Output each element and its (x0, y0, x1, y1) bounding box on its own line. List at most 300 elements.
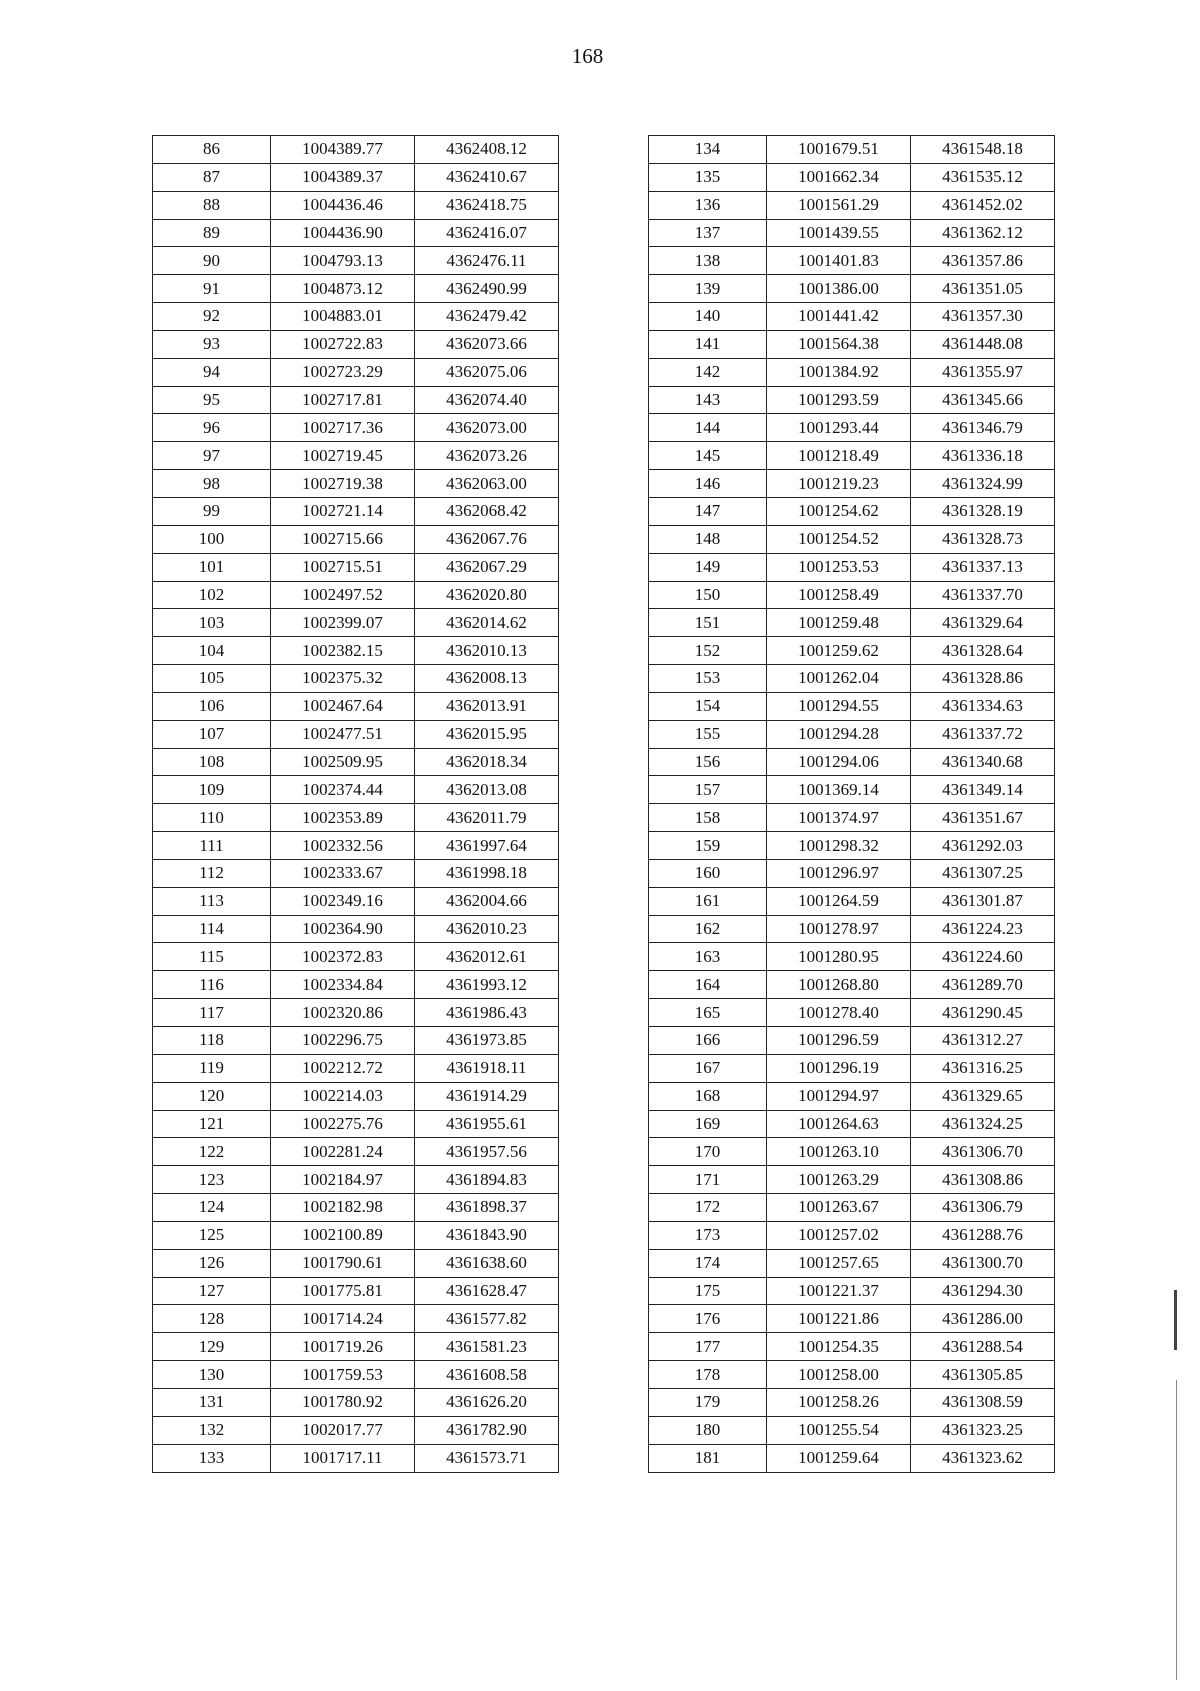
y-coordinate-cell: 4362018.34 (415, 748, 559, 776)
point-number-cell: 151 (649, 609, 767, 637)
y-coordinate-cell: 4362408.12 (415, 136, 559, 164)
table-row (649, 386, 1055, 414)
point-number-cell: 143 (649, 386, 767, 414)
table-row (649, 414, 1055, 442)
table-row (153, 1277, 559, 1305)
y-coordinate-cell: 4361323.25 (911, 1416, 1055, 1444)
y-coordinate-cell: 4361224.23 (911, 915, 1055, 943)
y-coordinate-cell: 4361448.08 (911, 330, 1055, 358)
point-number-cell: 158 (649, 804, 767, 832)
x-coordinate-cell: 1001296.97 (767, 859, 911, 887)
table-row (649, 191, 1055, 219)
y-coordinate-cell: 4362063.00 (415, 470, 559, 498)
point-number-cell: 139 (649, 275, 767, 303)
table-row (153, 832, 559, 860)
table-row (153, 414, 559, 442)
point-number-cell: 181 (649, 1444, 767, 1472)
y-coordinate-cell: 4361535.12 (911, 163, 1055, 191)
table-row (153, 553, 559, 581)
x-coordinate-cell: 1001264.63 (767, 1110, 911, 1138)
table-row (153, 275, 559, 303)
x-coordinate-cell: 1002375.32 (271, 665, 415, 693)
point-number-cell: 167 (649, 1054, 767, 1082)
table-row (649, 832, 1055, 860)
y-coordinate-cell: 4361290.45 (911, 999, 1055, 1027)
x-coordinate-cell: 1001221.37 (767, 1277, 911, 1305)
point-number-cell: 145 (649, 442, 767, 470)
point-number-cell: 177 (649, 1333, 767, 1361)
x-coordinate-cell: 1001662.34 (767, 163, 911, 191)
point-number-cell: 119 (153, 1054, 271, 1082)
point-number-cell: 111 (153, 832, 271, 860)
y-coordinate-cell: 4361329.64 (911, 609, 1055, 637)
point-number-cell: 103 (153, 609, 271, 637)
x-coordinate-cell: 1001253.53 (767, 553, 911, 581)
y-coordinate-cell: 4361577.82 (415, 1305, 559, 1333)
point-number-cell: 162 (649, 915, 767, 943)
x-coordinate-cell: 1002399.07 (271, 609, 415, 637)
y-coordinate-cell: 4361993.12 (415, 971, 559, 999)
point-number-cell: 130 (153, 1361, 271, 1389)
point-number-cell: 128 (153, 1305, 271, 1333)
table-row (153, 1416, 559, 1444)
point-number-cell: 114 (153, 915, 271, 943)
table-row (649, 1388, 1055, 1416)
x-coordinate-cell: 1001262.04 (767, 665, 911, 693)
table-row (649, 1444, 1055, 1472)
y-coordinate-cell: 4361334.63 (911, 692, 1055, 720)
table-row (153, 1361, 559, 1389)
table-row (649, 748, 1055, 776)
table-row (649, 1027, 1055, 1055)
x-coordinate-cell: 1001293.44 (767, 414, 911, 442)
table-row (649, 1194, 1055, 1222)
x-coordinate-cell: 1002374.44 (271, 776, 415, 804)
y-coordinate-cell: 4361324.25 (911, 1110, 1055, 1138)
point-number-cell: 141 (649, 330, 767, 358)
x-coordinate-cell: 1001293.59 (767, 386, 911, 414)
point-number-cell: 170 (649, 1138, 767, 1166)
point-number-cell: 120 (153, 1082, 271, 1110)
y-coordinate-cell: 4361357.30 (911, 303, 1055, 331)
x-coordinate-cell: 1001263.67 (767, 1194, 911, 1222)
x-coordinate-cell: 1001780.92 (271, 1388, 415, 1416)
table-row (649, 1333, 1055, 1361)
table-row (649, 581, 1055, 609)
point-number-cell: 94 (153, 358, 271, 386)
y-coordinate-cell: 4362010.23 (415, 915, 559, 943)
x-coordinate-cell: 1002477.51 (271, 720, 415, 748)
y-coordinate-cell: 4361292.03 (911, 832, 1055, 860)
x-coordinate-cell: 1001294.97 (767, 1082, 911, 1110)
table-row (153, 1305, 559, 1333)
x-coordinate-cell: 1001254.52 (767, 525, 911, 553)
x-coordinate-cell: 1001258.00 (767, 1361, 911, 1389)
table-row (649, 692, 1055, 720)
x-coordinate-cell: 1001775.81 (271, 1277, 415, 1305)
x-coordinate-cell: 1002723.29 (271, 358, 415, 386)
point-number-cell: 127 (153, 1277, 271, 1305)
table-row (649, 330, 1055, 358)
point-number-cell: 125 (153, 1221, 271, 1249)
x-coordinate-cell: 1001254.62 (767, 497, 911, 525)
y-coordinate-cell: 4361323.62 (911, 1444, 1055, 1472)
table-row (153, 1054, 559, 1082)
x-coordinate-cell: 1002382.15 (271, 637, 415, 665)
table-row (153, 1166, 559, 1194)
x-coordinate-cell: 1004873.12 (271, 275, 415, 303)
y-coordinate-cell: 4361306.70 (911, 1138, 1055, 1166)
y-coordinate-cell: 4361340.68 (911, 748, 1055, 776)
point-number-cell: 108 (153, 748, 271, 776)
table-row (153, 1082, 559, 1110)
y-coordinate-cell: 4361224.60 (911, 943, 1055, 971)
point-number-cell: 113 (153, 887, 271, 915)
point-number-cell: 161 (649, 887, 767, 915)
point-number-cell: 126 (153, 1249, 271, 1277)
table-row (649, 943, 1055, 971)
x-coordinate-cell: 1001790.61 (271, 1249, 415, 1277)
y-coordinate-cell: 4361573.71 (415, 1444, 559, 1472)
point-number-cell: 160 (649, 859, 767, 887)
point-number-cell: 90 (153, 247, 271, 275)
table-row (649, 1305, 1055, 1333)
table-row (649, 497, 1055, 525)
y-coordinate-cell: 4361306.79 (911, 1194, 1055, 1222)
y-coordinate-cell: 4362014.62 (415, 609, 559, 637)
point-number-cell: 138 (649, 247, 767, 275)
point-number-cell: 112 (153, 859, 271, 887)
point-number-cell: 104 (153, 637, 271, 665)
page-number: 168 (571, 44, 604, 68)
point-number-cell: 101 (153, 553, 271, 581)
x-coordinate-cell: 1002334.84 (271, 971, 415, 999)
y-coordinate-cell: 4361337.70 (911, 581, 1055, 609)
table-row (153, 637, 559, 665)
x-coordinate-cell: 1002717.81 (271, 386, 415, 414)
table-row (153, 330, 559, 358)
point-number-cell: 124 (153, 1194, 271, 1222)
x-coordinate-cell: 1001263.10 (767, 1138, 911, 1166)
point-number-cell: 89 (153, 219, 271, 247)
point-number-cell: 157 (649, 776, 767, 804)
y-coordinate-cell: 4362416.07 (415, 219, 559, 247)
point-number-cell: 134 (649, 136, 767, 164)
x-coordinate-cell: 1001264.59 (767, 887, 911, 915)
x-coordinate-cell: 1002722.83 (271, 330, 415, 358)
table-row (649, 915, 1055, 943)
y-coordinate-cell: 4362011.79 (415, 804, 559, 832)
y-coordinate-cell: 4361986.43 (415, 999, 559, 1027)
y-coordinate-cell: 4361294.30 (911, 1277, 1055, 1305)
table-row (153, 720, 559, 748)
table-row (153, 776, 559, 804)
table-row (649, 247, 1055, 275)
table-row (153, 247, 559, 275)
y-coordinate-cell: 4361346.79 (911, 414, 1055, 442)
coordinate-table-left-body (153, 136, 559, 1473)
y-coordinate-cell: 4361998.18 (415, 859, 559, 887)
y-coordinate-cell: 4361355.97 (911, 358, 1055, 386)
x-coordinate-cell: 1004389.77 (271, 136, 415, 164)
y-coordinate-cell: 4361328.64 (911, 637, 1055, 665)
table-row (153, 748, 559, 776)
x-coordinate-cell: 1001296.59 (767, 1027, 911, 1055)
x-coordinate-cell: 1001268.80 (767, 971, 911, 999)
table-row (649, 1416, 1055, 1444)
x-coordinate-cell: 1001564.38 (767, 330, 911, 358)
x-coordinate-cell: 1001714.24 (271, 1305, 415, 1333)
x-coordinate-cell: 1001263.29 (767, 1166, 911, 1194)
point-number-cell: 148 (649, 525, 767, 553)
point-number-cell: 169 (649, 1110, 767, 1138)
point-number-cell: 165 (649, 999, 767, 1027)
point-number-cell: 97 (153, 442, 271, 470)
x-coordinate-cell: 1001255.54 (767, 1416, 911, 1444)
point-number-cell: 156 (649, 748, 767, 776)
point-number-cell: 122 (153, 1138, 271, 1166)
y-coordinate-cell: 4361336.18 (911, 442, 1055, 470)
table-row (153, 804, 559, 832)
table-row (153, 581, 559, 609)
x-coordinate-cell: 1002281.24 (271, 1138, 415, 1166)
point-number-cell: 105 (153, 665, 271, 693)
y-coordinate-cell: 4361548.18 (911, 136, 1055, 164)
point-number-cell: 116 (153, 971, 271, 999)
x-coordinate-cell: 1001258.49 (767, 581, 911, 609)
x-coordinate-cell: 1002719.45 (271, 442, 415, 470)
y-coordinate-cell: 4361288.54 (911, 1333, 1055, 1361)
x-coordinate-cell: 1001679.51 (767, 136, 911, 164)
table-row (153, 943, 559, 971)
table-row (153, 191, 559, 219)
x-coordinate-cell: 1002467.64 (271, 692, 415, 720)
y-coordinate-cell: 4361289.70 (911, 971, 1055, 999)
table-row (153, 1333, 559, 1361)
y-coordinate-cell: 4362479.42 (415, 303, 559, 331)
y-coordinate-cell: 4361345.66 (911, 386, 1055, 414)
point-number-cell: 118 (153, 1027, 271, 1055)
y-coordinate-cell: 4361328.19 (911, 497, 1055, 525)
point-number-cell: 159 (649, 832, 767, 860)
point-number-cell: 131 (153, 1388, 271, 1416)
table-row (153, 386, 559, 414)
scan-margin-mark (1174, 1290, 1177, 1350)
x-coordinate-cell: 1002017.77 (271, 1416, 415, 1444)
point-number-cell: 175 (649, 1277, 767, 1305)
table-row (649, 1138, 1055, 1166)
y-coordinate-cell: 4361626.20 (415, 1388, 559, 1416)
y-coordinate-cell: 4362004.66 (415, 887, 559, 915)
point-number-cell: 99 (153, 497, 271, 525)
table-row (153, 1444, 559, 1472)
point-number-cell: 171 (649, 1166, 767, 1194)
table-row (649, 720, 1055, 748)
x-coordinate-cell: 1001294.55 (767, 692, 911, 720)
x-coordinate-cell: 1001257.65 (767, 1249, 911, 1277)
y-coordinate-cell: 4361362.12 (911, 219, 1055, 247)
point-number-cell: 166 (649, 1027, 767, 1055)
x-coordinate-cell: 1002497.52 (271, 581, 415, 609)
y-coordinate-cell: 4361286.00 (911, 1305, 1055, 1333)
table-row (649, 470, 1055, 498)
y-coordinate-cell: 4362067.76 (415, 525, 559, 553)
x-coordinate-cell: 1001221.86 (767, 1305, 911, 1333)
y-coordinate-cell: 4361351.67 (911, 804, 1055, 832)
table-row (649, 163, 1055, 191)
point-number-cell: 155 (649, 720, 767, 748)
y-coordinate-cell: 4362013.08 (415, 776, 559, 804)
point-number-cell: 87 (153, 163, 271, 191)
table-row (153, 971, 559, 999)
y-coordinate-cell: 4361329.65 (911, 1082, 1055, 1110)
x-coordinate-cell: 1002296.75 (271, 1027, 415, 1055)
y-coordinate-cell: 4361328.86 (911, 665, 1055, 693)
point-number-cell: 91 (153, 275, 271, 303)
x-coordinate-cell: 1001439.55 (767, 219, 911, 247)
point-number-cell: 98 (153, 470, 271, 498)
point-number-cell: 86 (153, 136, 271, 164)
y-coordinate-cell: 4361328.73 (911, 525, 1055, 553)
table-row (649, 999, 1055, 1027)
table-row (649, 887, 1055, 915)
table-row (153, 1027, 559, 1055)
x-coordinate-cell: 1001294.28 (767, 720, 911, 748)
point-number-cell: 152 (649, 637, 767, 665)
y-coordinate-cell: 4362012.61 (415, 943, 559, 971)
table-row (649, 637, 1055, 665)
x-coordinate-cell: 1001259.64 (767, 1444, 911, 1472)
x-coordinate-cell: 1001257.02 (767, 1221, 911, 1249)
x-coordinate-cell: 1001561.29 (767, 191, 911, 219)
y-coordinate-cell: 4361843.90 (415, 1221, 559, 1249)
point-number-cell: 168 (649, 1082, 767, 1110)
table-row (153, 136, 559, 164)
y-coordinate-cell: 4362073.26 (415, 442, 559, 470)
table-row (649, 971, 1055, 999)
x-coordinate-cell: 1001296.19 (767, 1054, 911, 1082)
y-coordinate-cell: 4362490.99 (415, 275, 559, 303)
x-coordinate-cell: 1001278.97 (767, 915, 911, 943)
x-coordinate-cell: 1002333.67 (271, 859, 415, 887)
point-number-cell: 135 (649, 163, 767, 191)
table-row (153, 692, 559, 720)
x-coordinate-cell: 1002332.56 (271, 832, 415, 860)
x-coordinate-cell: 1002182.98 (271, 1194, 415, 1222)
x-coordinate-cell: 1001280.95 (767, 943, 911, 971)
y-coordinate-cell: 4362020.80 (415, 581, 559, 609)
y-coordinate-cell: 4362013.91 (415, 692, 559, 720)
x-coordinate-cell: 1001298.32 (767, 832, 911, 860)
x-coordinate-cell: 1001386.00 (767, 275, 911, 303)
y-coordinate-cell: 4361997.64 (415, 832, 559, 860)
table-row (649, 219, 1055, 247)
point-number-cell: 174 (649, 1249, 767, 1277)
y-coordinate-cell: 4361316.25 (911, 1054, 1055, 1082)
x-coordinate-cell: 1004793.13 (271, 247, 415, 275)
point-number-cell: 117 (153, 999, 271, 1027)
coordinate-table-right (648, 135, 1055, 1473)
table-row (649, 136, 1055, 164)
x-coordinate-cell: 1001717.11 (271, 1444, 415, 1472)
x-coordinate-cell: 1002349.16 (271, 887, 415, 915)
y-coordinate-cell: 4361973.85 (415, 1027, 559, 1055)
point-number-cell: 154 (649, 692, 767, 720)
table-row (153, 442, 559, 470)
y-coordinate-cell: 4361581.23 (415, 1333, 559, 1361)
x-coordinate-cell: 1002715.51 (271, 553, 415, 581)
y-coordinate-cell: 4361312.27 (911, 1027, 1055, 1055)
x-coordinate-cell: 1001278.40 (767, 999, 911, 1027)
x-coordinate-cell: 1002100.89 (271, 1221, 415, 1249)
y-coordinate-cell: 4362068.42 (415, 497, 559, 525)
x-coordinate-cell: 1004883.01 (271, 303, 415, 331)
x-coordinate-cell: 1002717.36 (271, 414, 415, 442)
x-coordinate-cell: 1001441.42 (767, 303, 911, 331)
table-row (649, 1166, 1055, 1194)
x-coordinate-cell: 1001254.35 (767, 1333, 911, 1361)
table-row (153, 163, 559, 191)
point-number-cell: 150 (649, 581, 767, 609)
table-row (153, 303, 559, 331)
point-number-cell: 109 (153, 776, 271, 804)
x-coordinate-cell: 1002212.72 (271, 1054, 415, 1082)
y-coordinate-cell: 4361782.90 (415, 1416, 559, 1444)
table-row (649, 1277, 1055, 1305)
point-number-cell: 176 (649, 1305, 767, 1333)
coordinate-table-left (152, 135, 559, 1473)
y-coordinate-cell: 4361957.56 (415, 1138, 559, 1166)
y-coordinate-cell: 4362073.00 (415, 414, 559, 442)
x-coordinate-cell: 1002320.86 (271, 999, 415, 1027)
table-row (649, 358, 1055, 386)
point-number-cell: 107 (153, 720, 271, 748)
table-row (153, 915, 559, 943)
table-row (649, 553, 1055, 581)
point-number-cell: 180 (649, 1416, 767, 1444)
table-row (649, 275, 1055, 303)
table-row (153, 665, 559, 693)
y-coordinate-cell: 4361452.02 (911, 191, 1055, 219)
table-row (153, 470, 559, 498)
x-coordinate-cell: 1001719.26 (271, 1333, 415, 1361)
point-number-cell: 102 (153, 581, 271, 609)
point-number-cell: 149 (649, 553, 767, 581)
x-coordinate-cell: 1001218.49 (767, 442, 911, 470)
x-coordinate-cell: 1004436.90 (271, 219, 415, 247)
y-coordinate-cell: 4361337.13 (911, 553, 1055, 581)
point-number-cell: 147 (649, 497, 767, 525)
y-coordinate-cell: 4362015.95 (415, 720, 559, 748)
table-row (153, 1110, 559, 1138)
point-number-cell: 136 (649, 191, 767, 219)
x-coordinate-cell: 1004436.46 (271, 191, 415, 219)
y-coordinate-cell: 4361337.72 (911, 720, 1055, 748)
point-number-cell: 132 (153, 1416, 271, 1444)
x-coordinate-cell: 1001401.83 (767, 247, 911, 275)
table-row (153, 1138, 559, 1166)
y-coordinate-cell: 4361300.70 (911, 1249, 1055, 1277)
point-number-cell: 123 (153, 1166, 271, 1194)
point-number-cell: 100 (153, 525, 271, 553)
table-row (649, 1249, 1055, 1277)
y-coordinate-cell: 4361349.14 (911, 776, 1055, 804)
point-number-cell: 172 (649, 1194, 767, 1222)
point-number-cell: 121 (153, 1110, 271, 1138)
coordinate-table-right-body (649, 136, 1055, 1473)
point-number-cell: 110 (153, 804, 271, 832)
x-coordinate-cell: 1001219.23 (767, 470, 911, 498)
